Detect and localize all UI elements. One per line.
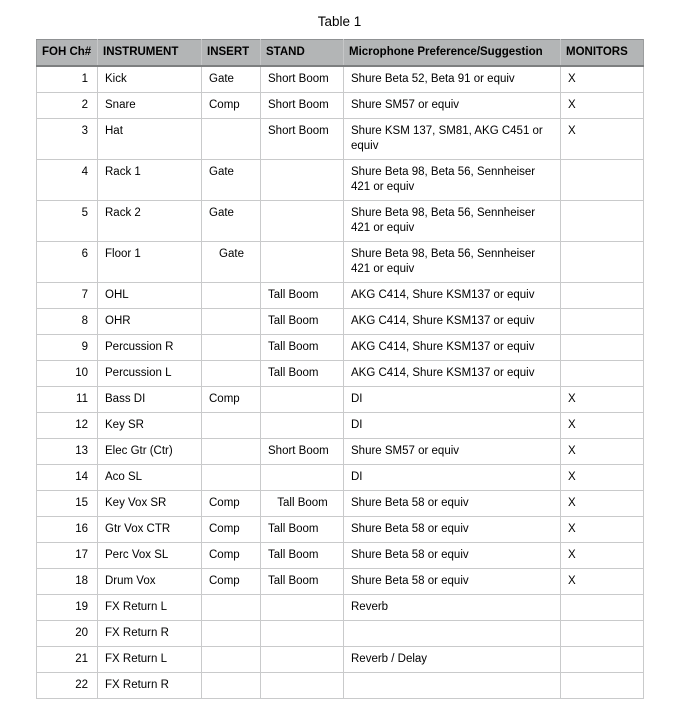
cell-foh-ch: 7 [37,283,98,309]
table-row [37,283,644,309]
cell-foh-ch: 19 [37,595,98,621]
cell-mic-preference [344,673,561,699]
cell-instrument: Aco SL [98,465,202,491]
cell-monitors: X [561,543,644,569]
cell-insert [202,309,261,335]
cell-stand [261,465,344,491]
cell-monitors [561,621,644,647]
cell-foh-ch: 20 [37,621,98,647]
cell-instrument: Drum Vox [98,569,202,595]
cell-mic-preference: Shure Beta 52, Beta 91 or equiv [344,66,561,93]
cell-monitors [561,647,644,673]
cell-insert [202,621,261,647]
cell-instrument: Floor 1 [98,242,202,283]
cell-insert: Gate [202,66,261,93]
cell-foh-ch: 11 [37,387,98,413]
cell-stand [261,242,344,283]
cell-stand [261,647,344,673]
cell-instrument: Perc Vox SL [98,543,202,569]
cell-insert [202,439,261,465]
table-row [37,465,644,491]
table-row [37,569,644,595]
cell-insert: Comp [202,93,261,119]
table-row [37,491,644,517]
column-header-instrument: INSTRUMENT [98,40,202,67]
cell-monitors: X [561,465,644,491]
cell-instrument: Rack 2 [98,201,202,242]
cell-stand [261,673,344,699]
cell-monitors [561,335,644,361]
cell-monitors [561,201,644,242]
foh-channel-table [36,39,644,699]
cell-monitors: X [561,119,644,160]
cell-stand: Tall Boom [261,309,344,335]
cell-instrument: Elec Gtr (Ctr) [98,439,202,465]
cell-stand: Short Boom [261,439,344,465]
cell-mic-preference: DI [344,465,561,491]
cell-insert: Comp [202,569,261,595]
cell-instrument: Key SR [98,413,202,439]
cell-insert: Gate [202,201,261,242]
cell-mic-preference: Reverb [344,595,561,621]
cell-mic-preference: Shure Beta 98, Beta 56, Sennheiser 421 or equiv [344,160,561,201]
cell-monitors: X [561,66,644,93]
cell-instrument: Hat [98,119,202,160]
cell-foh-ch: 4 [37,160,98,201]
cell-stand [261,621,344,647]
cell-monitors [561,673,644,699]
cell-insert [202,413,261,439]
cell-mic-preference: Shure Beta 58 or equiv [344,517,561,543]
cell-foh-ch: 1 [37,66,98,93]
table-body [37,66,644,699]
cell-foh-ch: 5 [37,201,98,242]
cell-stand: Tall Boom [261,569,344,595]
table-header [37,40,644,67]
table-row [37,160,644,201]
cell-mic-preference: Shure SM57 or equiv [344,439,561,465]
cell-monitors [561,309,644,335]
cell-instrument: Percussion L [98,361,202,387]
table-row [37,413,644,439]
cell-mic-preference: Shure SM57 or equiv [344,93,561,119]
cell-mic-preference: Reverb / Delay [344,647,561,673]
cell-insert: Comp [202,517,261,543]
cell-foh-ch: 10 [37,361,98,387]
cell-stand: Tall Boom [261,361,344,387]
cell-insert [202,465,261,491]
cell-stand: Tall Boom [261,491,344,517]
cell-instrument: FX Return L [98,647,202,673]
cell-mic-preference: AKG C414, Shure KSM137 or equiv [344,361,561,387]
cell-stand [261,201,344,242]
cell-instrument: Bass DI [98,387,202,413]
column-header-foh-ch: FOH Ch# [37,40,98,67]
cell-monitors: X [561,387,644,413]
table-row [37,543,644,569]
table-row [37,387,644,413]
cell-foh-ch: 8 [37,309,98,335]
cell-monitors [561,160,644,201]
cell-monitors: X [561,569,644,595]
cell-mic-preference [344,621,561,647]
cell-instrument: FX Return R [98,673,202,699]
cell-mic-preference: Shure Beta 58 or equiv [344,569,561,595]
cell-foh-ch: 17 [37,543,98,569]
cell-monitors [561,283,644,309]
cell-insert: Gate [202,242,261,283]
table-row [37,66,644,93]
cell-monitors: X [561,491,644,517]
cell-insert: Comp [202,491,261,517]
table-row [37,439,644,465]
cell-monitors [561,595,644,621]
cell-insert [202,283,261,309]
cell-foh-ch: 18 [37,569,98,595]
cell-instrument: Percussion R [98,335,202,361]
table-row [37,517,644,543]
cell-foh-ch: 6 [37,242,98,283]
cell-mic-preference: AKG C414, Shure KSM137 or equiv [344,283,561,309]
cell-insert [202,361,261,387]
cell-instrument: Snare [98,93,202,119]
column-header-monitors: MONITORS [561,40,644,67]
cell-foh-ch: 16 [37,517,98,543]
cell-monitors: X [561,93,644,119]
table-row [37,119,644,160]
cell-monitors: X [561,517,644,543]
cell-instrument: OHL [98,283,202,309]
column-header-mic-preference: Microphone Preference/Suggestion [344,40,561,67]
cell-insert [202,595,261,621]
cell-insert: Comp [202,387,261,413]
table-row [37,673,644,699]
cell-foh-ch: 9 [37,335,98,361]
cell-foh-ch: 22 [37,673,98,699]
cell-insert [202,673,261,699]
cell-foh-ch: 21 [37,647,98,673]
cell-foh-ch: 2 [37,93,98,119]
cell-stand: Tall Boom [261,517,344,543]
cell-stand: Tall Boom [261,283,344,309]
cell-mic-preference: Shure Beta 58 or equiv [344,543,561,569]
column-header-insert: INSERT [202,40,261,67]
table-row [37,309,644,335]
cell-instrument: FX Return R [98,621,202,647]
cell-mic-preference: AKG C414, Shure KSM137 or equiv [344,335,561,361]
cell-instrument: Kick [98,66,202,93]
cell-instrument: Rack 1 [98,160,202,201]
cell-monitors: X [561,413,644,439]
cell-foh-ch: 12 [37,413,98,439]
column-header-stand: STAND [261,40,344,67]
cell-monitors [561,242,644,283]
table-title: Table 1 [317,14,362,29]
cell-stand [261,413,344,439]
table-header-row [37,40,644,67]
cell-mic-preference: Shure Beta 58 or equiv [344,491,561,517]
cell-mic-preference: Shure KSM 137, SM81, AKG C451 or equiv [344,119,561,160]
cell-instrument: FX Return L [98,595,202,621]
cell-monitors [561,361,644,387]
cell-insert [202,647,261,673]
cell-foh-ch: 13 [37,439,98,465]
cell-mic-preference: DI [344,387,561,413]
table-row [37,621,644,647]
cell-insert: Comp [202,543,261,569]
table-row [37,361,644,387]
cell-mic-preference: AKG C414, Shure KSM137 or equiv [344,309,561,335]
cell-stand: Tall Boom [261,335,344,361]
cell-stand [261,160,344,201]
cell-stand [261,595,344,621]
table-row [37,93,644,119]
table-row [37,647,644,673]
cell-foh-ch: 15 [37,491,98,517]
table-row [37,201,644,242]
cell-instrument: Key Vox SR [98,491,202,517]
cell-instrument: OHR [98,309,202,335]
cell-foh-ch: 3 [37,119,98,160]
cell-mic-preference: DI [344,413,561,439]
cell-stand: Short Boom [261,66,344,93]
table-row [37,335,644,361]
cell-insert [202,335,261,361]
cell-mic-preference: Shure Beta 98, Beta 56, Sennheiser 421 or equiv [344,242,561,283]
cell-mic-preference: Shure Beta 98, Beta 56, Sennheiser 421 or equiv [344,201,561,242]
cell-insert: Gate [202,160,261,201]
cell-foh-ch: 14 [37,465,98,491]
table-row [37,242,644,283]
cell-stand [261,387,344,413]
cell-insert [202,119,261,160]
cell-instrument: Gtr Vox CTR [98,517,202,543]
cell-stand: Short Boom [261,93,344,119]
cell-stand: Tall Boom [261,543,344,569]
cell-monitors: X [561,439,644,465]
cell-stand: Short Boom [261,119,344,160]
table-row [37,595,644,621]
